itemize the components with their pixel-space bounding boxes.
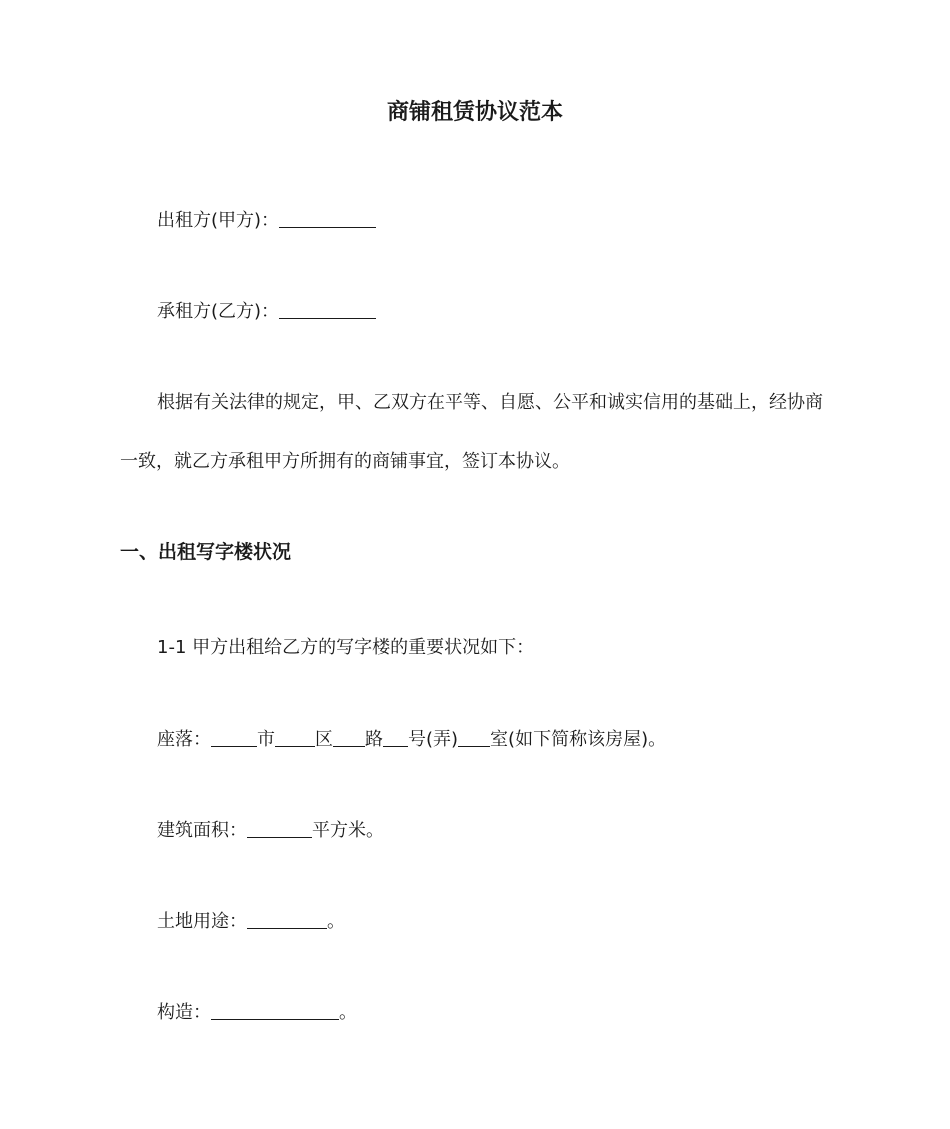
district-blank: [275, 728, 315, 747]
lessor-line: [157, 208, 376, 234]
district-text: 区: [315, 729, 333, 750]
intro-line-2: 一致，就乙方承租甲方所拥有的商铺事宜，签订本协议。: [120, 451, 570, 472]
room-blank: [458, 728, 490, 747]
number-blank: [383, 728, 408, 747]
city-text: 市: [257, 729, 275, 750]
structure-end: 。: [339, 1002, 357, 1023]
document-title: 商铺租赁协议范本: [386, 100, 563, 125]
land-use-label: 土地用途：: [157, 911, 247, 932]
lessor-label: 出租方(甲方)：: [157, 210, 280, 231]
structure-blank: [211, 1001, 339, 1020]
land-use-blank: [247, 910, 327, 929]
land-use-line: [157, 909, 345, 935]
room-text: 室(如下简称该房屋)。: [490, 729, 667, 750]
city-blank: [211, 728, 257, 747]
number-text: 号(弄): [408, 729, 459, 750]
area-unit: 平方米。: [312, 820, 384, 841]
road-text: 路: [365, 729, 383, 750]
clause-1-1: 1-1 甲方出租给乙方的写字楼的重要状况如下：: [157, 637, 535, 658]
land-use-end: 。: [327, 911, 345, 932]
intro-line-1: 根据有关法律的规定，甲、乙双方在平等、自愿、公平和诚实信用的基础上，经协商: [157, 392, 823, 413]
section-1-heading: 一、出租写字楼状况: [120, 541, 292, 563]
lessor-blank: [279, 209, 376, 228]
road-blank: [333, 728, 365, 747]
lessee-label: 承租方(乙方)：: [157, 301, 280, 322]
area-blank: [247, 819, 312, 838]
lessee-blank: [279, 300, 376, 319]
area-line: [157, 818, 384, 844]
area-label: 建筑面积：: [157, 820, 247, 841]
structure-label: 构造：: [157, 1002, 211, 1023]
structure-line: [157, 1000, 357, 1026]
lessee-line: [157, 299, 376, 325]
location-line: [157, 727, 666, 753]
location-label: 座落：: [157, 729, 211, 750]
